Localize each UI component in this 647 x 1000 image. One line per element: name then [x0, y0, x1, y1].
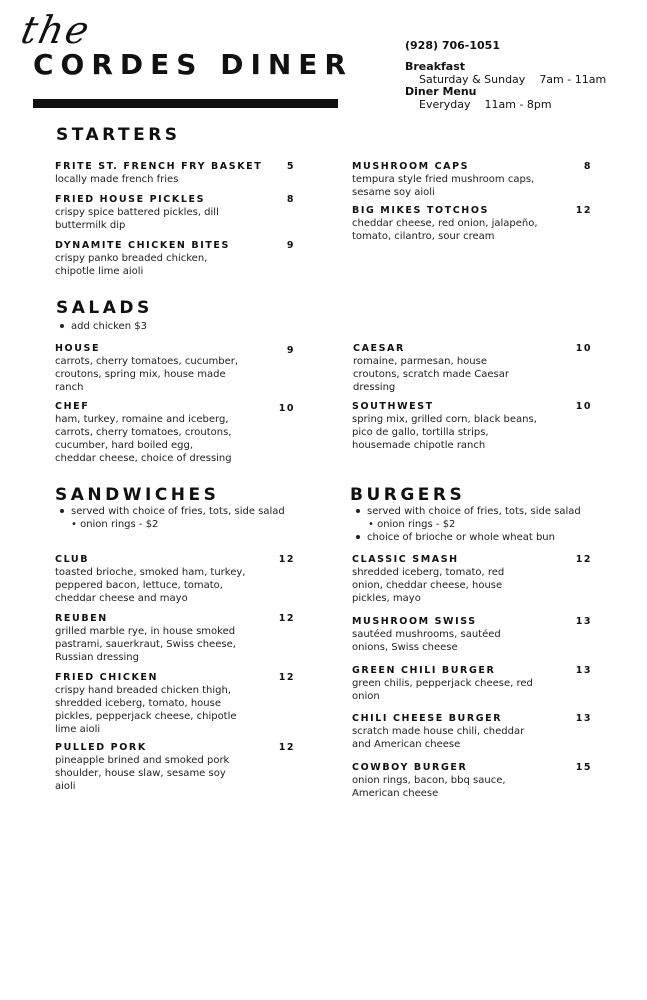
menu-item	[352, 713, 592, 751]
item-price: 9	[286, 240, 295, 251]
item-desc: dressing	[353, 382, 396, 393]
menu-item	[352, 205, 592, 243]
item-desc: sautéed mushrooms, sautéed	[352, 629, 501, 640]
brand-script-the: the	[17, 8, 95, 52]
burgers-note	[351, 505, 581, 518]
item-desc: locally made french fries	[55, 174, 179, 185]
item-desc: spring mix, grilled corn, black beans,	[352, 414, 537, 425]
item-name: CLASSIC SMASH	[352, 554, 459, 565]
item-desc: onions, Swiss cheese	[352, 642, 458, 653]
diner-menu-label: Diner Menu	[405, 85, 477, 98]
item-name: DYNAMITE CHICKEN BITES	[55, 240, 230, 251]
item-price: 10	[278, 403, 295, 414]
menu-item	[352, 762, 592, 800]
item-price: 8	[583, 161, 592, 172]
item-desc: and American cheese	[352, 739, 461, 750]
item-price: 12	[575, 554, 592, 565]
item-desc: onion, cheddar cheese, house	[352, 580, 503, 591]
menu-item	[352, 616, 592, 654]
item-desc: buttermilk dip	[55, 220, 126, 231]
diner-time: 11am - 8pm	[484, 97, 552, 111]
section-title-starters: STARTERS	[56, 125, 181, 145]
item-desc: cheddar cheese, red onion, jalapeño,	[352, 218, 538, 229]
item-price: 12	[278, 672, 295, 683]
note-text: served with choice of fries, tots, side salad	[367, 506, 581, 517]
item-desc: shoulder, house slaw, sesame soy	[55, 768, 226, 779]
item-name: MUSHROOM SWISS	[352, 616, 477, 627]
item-desc: shredded iceberg, tomato, house	[55, 698, 221, 709]
item-desc: cheddar cheese and mayo	[55, 593, 188, 604]
restaurant-name: CORDES DINER	[33, 48, 353, 81]
item-price: 13	[575, 616, 592, 627]
item-name: SOUTHWEST	[352, 401, 434, 412]
item-price: 5	[286, 161, 295, 172]
note-text: choice of brioche or whole wheat bun	[367, 532, 555, 543]
section-title-burgers: BURGERS	[350, 485, 466, 505]
item-price: 10	[575, 401, 592, 412]
item-desc: tempura style fried mushroom caps,	[352, 174, 535, 185]
phone-number: (928) 706-1051	[405, 39, 500, 52]
menu-item	[352, 665, 592, 703]
item-desc: romaine, parmesan, house	[353, 356, 487, 367]
menu-item	[353, 343, 593, 394]
item-price: 12	[278, 613, 295, 624]
menu-item	[55, 742, 295, 793]
menu-item	[55, 554, 295, 605]
item-price: 12	[278, 742, 295, 753]
item-price: 9	[286, 345, 295, 356]
burgers-bun-note	[351, 531, 555, 544]
item-name: GREEN CHILI BURGER	[352, 665, 496, 676]
item-desc: carrots, cherry tomatoes, croutons,	[55, 427, 232, 438]
item-desc: American cheese	[352, 788, 439, 799]
item-desc: chipotle lime aioli	[55, 266, 144, 277]
item-desc: aioli	[55, 781, 76, 792]
item-desc: peppered bacon, lettuce, tomato,	[55, 580, 223, 591]
item-name: CHILI CHEESE BURGER	[352, 713, 503, 724]
item-desc: green chilis, pepperjack cheese, red	[352, 678, 533, 689]
item-desc: crispy panko breaded chicken,	[55, 253, 208, 264]
diner-days: Everyday	[419, 97, 471, 111]
item-price: 10	[575, 343, 592, 354]
menu-item	[55, 613, 295, 664]
menu-item	[55, 672, 295, 736]
item-name: FRIED CHICKEN	[55, 672, 159, 683]
salads-note	[55, 320, 147, 333]
item-name: BIG MIKES TOTCHOS	[352, 205, 489, 216]
item-desc: croutons, spring mix, house made	[55, 369, 226, 380]
item-desc: scratch made house chili, cheddar	[352, 726, 525, 737]
item-desc: lime aioli	[55, 724, 101, 735]
item-desc: Russian dressing	[55, 652, 139, 663]
item-desc: sesame soy aioli	[352, 187, 435, 198]
menu-item	[55, 240, 295, 278]
bullet-icon	[356, 535, 360, 539]
item-desc: pico de gallo, tortilla strips,	[352, 427, 489, 438]
section-title-salads: SALADS	[56, 298, 153, 318]
bullet-icon	[60, 324, 64, 328]
burgers-subnote: • onion rings - $2	[368, 519, 456, 530]
item-desc: croutons, scratch made Caesar	[353, 369, 509, 380]
hours-block	[405, 61, 606, 111]
bullet-icon	[60, 509, 64, 513]
menu-item	[352, 401, 592, 452]
sandwiches-note	[55, 505, 285, 518]
item-desc: crispy hand breaded chicken thigh,	[55, 685, 232, 696]
item-price: 12	[278, 554, 295, 565]
section-title-sandwiches: SANDWICHES	[55, 485, 220, 505]
item-name: FRITE ST. FRENCH FRY BASKET	[55, 161, 263, 172]
item-desc: cucumber, hard boiled egg,	[55, 440, 194, 451]
diner-hours	[405, 99, 606, 112]
item-desc: carrots, cherry tomatoes, cucumber,	[55, 356, 239, 367]
item-price: 13	[575, 665, 592, 676]
item-name: COWBOY BURGER	[352, 762, 468, 773]
item-price: 15	[575, 762, 592, 773]
item-desc: crispy spice battered pickles, dill	[55, 207, 219, 218]
breakfast-time: 7am - 11am	[539, 72, 607, 86]
item-name: MUSHROOM CAPS	[352, 161, 470, 172]
note-text: served with choice of fries, tots, side salad	[71, 506, 285, 517]
menu-item	[55, 343, 295, 394]
menu-item	[55, 194, 295, 232]
item-desc: shredded iceberg, tomato, red	[352, 567, 505, 578]
item-desc: toasted brioche, smoked ham, turkey,	[55, 567, 246, 578]
item-name: FRIED HOUSE PICKLES	[55, 194, 206, 205]
breakfast-days: Saturday & Sunday	[419, 72, 526, 86]
sandwiches-subnote: • onion rings - $2	[71, 519, 159, 530]
item-name: CAESAR	[353, 343, 405, 354]
item-desc: pineapple brined and smoked pork	[55, 755, 230, 766]
item-name: CLUB	[55, 554, 90, 565]
bullet-icon	[356, 509, 360, 513]
item-price: 13	[575, 713, 592, 724]
menu-item	[352, 554, 592, 605]
item-desc: tomato, cilantro, sour cream	[352, 231, 495, 242]
menu-item	[55, 161, 295, 186]
item-desc: housemade chipotle ranch	[352, 440, 486, 451]
breakfast-label: Breakfast	[405, 60, 466, 73]
item-name: HOUSE	[55, 343, 101, 354]
item-desc: onion rings, bacon, bbq sauce,	[352, 775, 506, 786]
header-divider-bar	[33, 99, 338, 108]
note-text: add chicken $3	[71, 321, 147, 332]
menu-item	[352, 161, 592, 199]
menu-item	[55, 401, 295, 465]
item-desc: pickles, pepperjack cheese, chipotle	[55, 711, 237, 722]
item-desc: grilled marble rye, in house smoked	[55, 626, 236, 637]
item-price: 12	[575, 205, 592, 216]
item-desc: pickles, mayo	[352, 593, 421, 604]
item-name: CHEF	[55, 401, 90, 412]
item-desc: pastrami, sauerkraut, Swiss cheese,	[55, 639, 236, 650]
item-desc: ham, turkey, romaine and iceberg,	[55, 414, 229, 425]
item-price: 8	[286, 194, 295, 205]
item-desc: cheddar cheese, choice of dressing	[55, 453, 232, 464]
item-name: REUBEN	[55, 613, 108, 624]
item-name: PULLED PORK	[55, 742, 147, 753]
item-desc: onion	[352, 691, 380, 702]
item-desc: ranch	[55, 382, 84, 393]
